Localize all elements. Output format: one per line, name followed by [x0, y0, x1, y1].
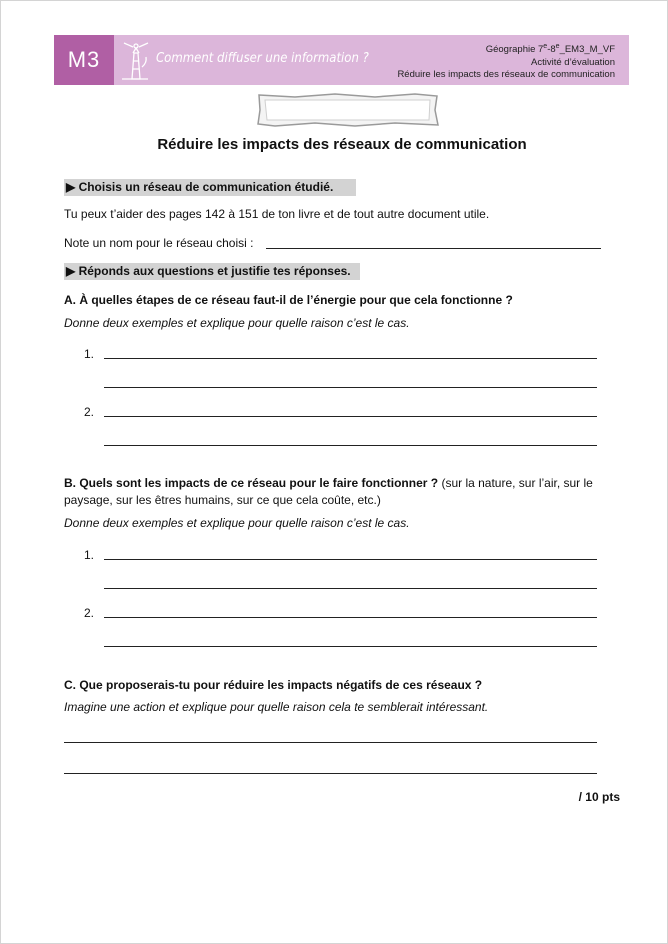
- answer-line[interactable]: [64, 742, 597, 743]
- question-b-item-2-number: 2.: [84, 606, 95, 620]
- header-meta: [397, 41, 615, 82]
- answer-line[interactable]: [104, 617, 597, 618]
- header-title: Comment diffuser une information ?: [156, 51, 369, 66]
- question-c: C. Que proposerais-tu pour réduire les impacts négatifs de ces réseaux ?: [64, 678, 483, 692]
- question-b-item-1-number: 1.: [84, 548, 95, 562]
- module-badge: M3: [54, 35, 114, 85]
- score-total: / 10 pts: [578, 790, 620, 804]
- name-tag-box: [255, 92, 440, 128]
- question-c-instruction: Imagine une action et explique pour quelle raison cela te semblerait intéressant.: [64, 700, 489, 714]
- activity-type: Activité d’évaluation: [531, 56, 615, 68]
- header-band: [54, 35, 629, 85]
- question-b: B. Quels sont les impacts de ce réseau pour le faire fonctionner ? (sur la nature, sur l’air, sur le paysage, sur les êtres humains, sur ce que cela coûte, etc.): [64, 476, 593, 507]
- section-heading-answer: ▶ Réponds aux questions et justifie tes réponses.: [64, 263, 360, 280]
- answer-line[interactable]: [104, 588, 597, 589]
- question-b-instruction: Donne deux exemples et explique pour quelle raison c’est le cas.: [64, 516, 410, 530]
- question-a-item-1-number: 1.: [84, 347, 95, 361]
- network-name-field[interactable]: [266, 248, 601, 249]
- answer-line[interactable]: [104, 646, 597, 647]
- document-title: Réduire les impacts des réseaux de communication: [157, 136, 527, 153]
- question-a-instruction: Donne deux exemples et explique pour quelle raison c’est le cas.: [64, 316, 410, 330]
- answer-line[interactable]: [104, 387, 597, 388]
- answer-line[interactable]: [104, 358, 597, 359]
- answer-line[interactable]: [104, 445, 597, 446]
- lighthouse-icon: [120, 39, 150, 81]
- network-label: Note un nom pour le réseau choisi :: [64, 236, 254, 250]
- answer-line[interactable]: [104, 416, 597, 417]
- section-heading-choose-network: ▶ Choisis un réseau de communication étudié.: [64, 179, 356, 196]
- answer-line[interactable]: [104, 559, 597, 560]
- header-topic: Réduire les impacts des réseaux de communication: [397, 69, 615, 81]
- question-a: A. À quelles étapes de ce réseau faut-il de l’énergie pour que cela fonctionne ?: [64, 293, 513, 307]
- question-a-item-2-number: 2.: [84, 405, 95, 419]
- help-text: Tu peux t’aider des pages 142 à 151 de ton livre et de tout autre document utile.: [64, 207, 490, 221]
- course-code: Géographie 7e-8e_EM3_M_VF: [485, 43, 615, 56]
- answer-line[interactable]: [64, 773, 597, 774]
